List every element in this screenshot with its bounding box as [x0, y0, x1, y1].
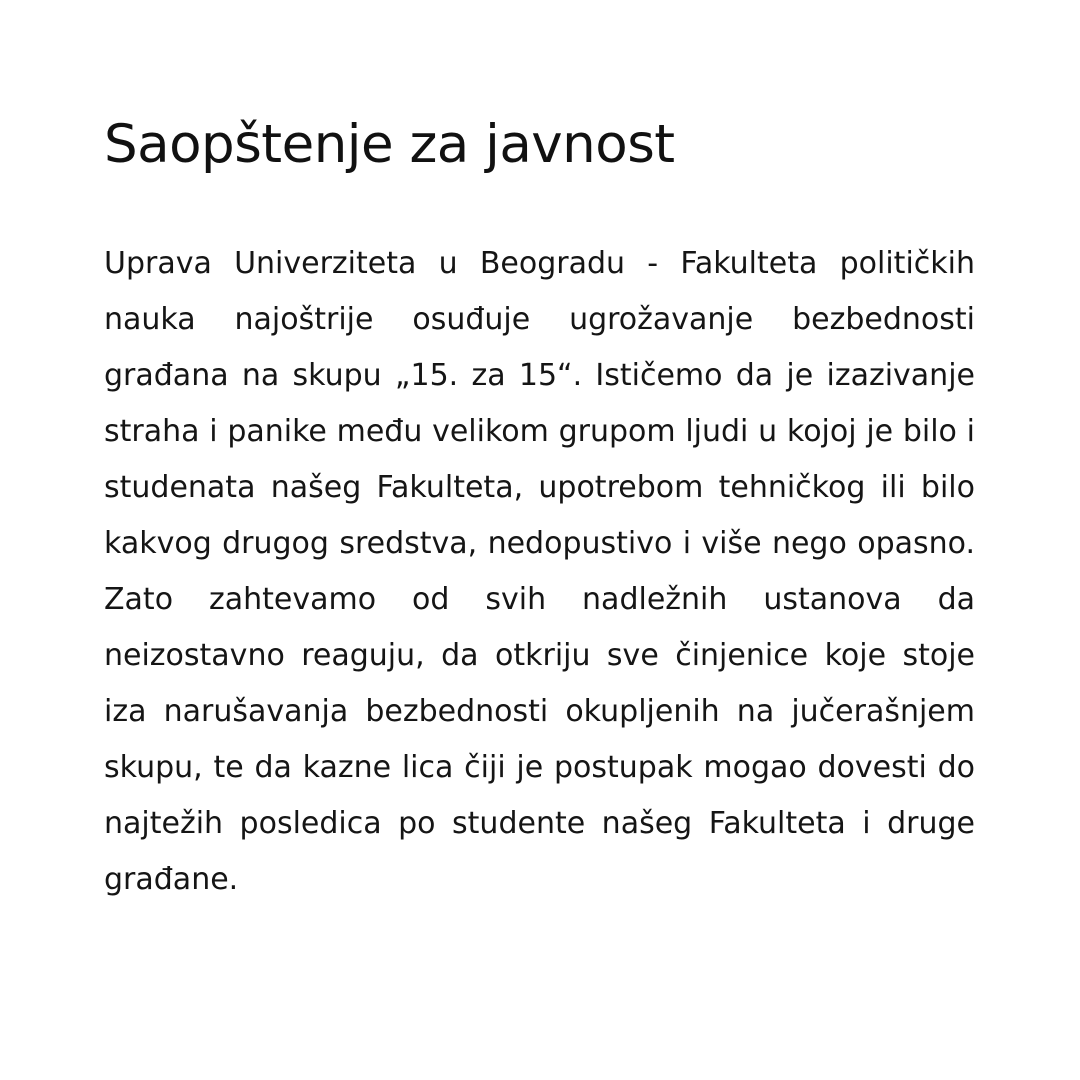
page-title: Saopštenje za javnost	[104, 114, 675, 175]
press-release-body: Uprava Univerziteta u Beogradu - Fakulteta političkih nauka najoštrije osuđuje ugrožavanje bezbednosti građana na skupu „15. za 15“. Ističemo da je izazivanje straha i panike među velikom grupom ljudi u kojoj je bilo i studenata našeg Fakulteta, upotrebom tehničkog ili bilo kakvog drugog sredstva, nedopustivo i više nego opasno. Zato zahtevamo od svih nadležnih ustanova da neizostavno reaguju, da otkriju sve činjenice koje stoje iza narušavanja bezbednosti okupljenih na jučerašnjem skupu, te da kazne lica čiji je postupak mogao dovesti do najtežih posledica po studente našeg Fakulteta i druge građane.	[104, 246, 975, 897]
